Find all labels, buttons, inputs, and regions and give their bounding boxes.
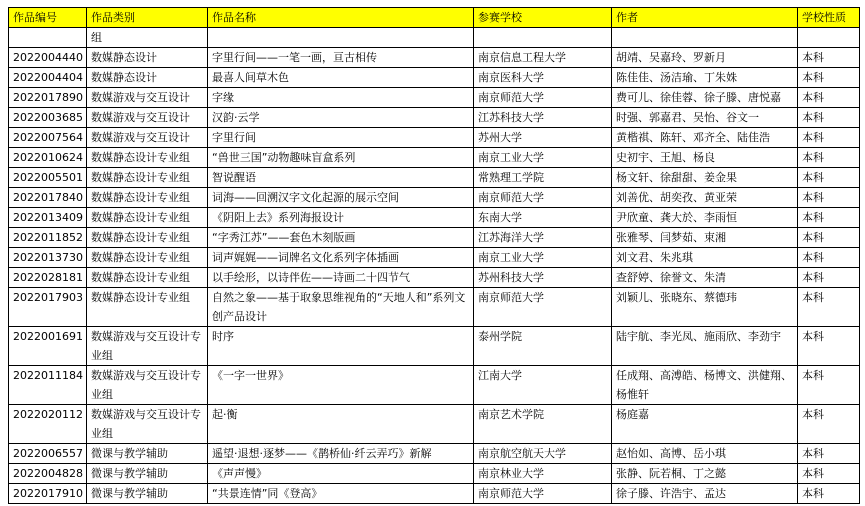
cell-authors: 黄楷祺、陈轩、邓齐全、陆佳浩 (612, 128, 798, 148)
table-row (9, 68, 860, 88)
cell-authors (612, 28, 798, 48)
cell-title: 词声娓娓——词牌名文化系列字体插画 (208, 248, 474, 268)
cell-authors: 胡靖、吴嘉玲、罗新月 (612, 48, 798, 68)
cell-id: 2022001691 (9, 327, 87, 366)
cell-category: 数媒游戏与交互设计专业组 (87, 405, 208, 444)
cell-id: 2022006557 (9, 444, 87, 464)
cell-id: 2022017903 (9, 288, 87, 327)
cell-category: 数媒游戏与交互设计 (87, 88, 208, 108)
cell-id: 2022004404 (9, 68, 87, 88)
cell-title: “字秀江苏”——套色木刻版画 (208, 228, 474, 248)
cell-type: 本科 (798, 268, 860, 288)
cell-type: 本科 (798, 484, 860, 504)
cell-id: 2022007564 (9, 128, 87, 148)
cell-type: 本科 (798, 108, 860, 128)
cell-authors: 任成翔、高溥皓、杨博文、洪健翔、杨惟轩 (612, 366, 798, 405)
cell-school: 常熟理工学院 (474, 168, 612, 188)
cell-type: 本科 (798, 464, 860, 484)
cell-school: 南京林业大学 (474, 464, 612, 484)
cell-authors: 刘善优、胡奕孜、黄亚荣 (612, 188, 798, 208)
cell-title: 智说醒语 (208, 168, 474, 188)
table-row (9, 405, 860, 444)
cell-school: 江苏海洋大学 (474, 228, 612, 248)
cell-id: 2022013730 (9, 248, 87, 268)
table-row (9, 208, 860, 228)
table-row (9, 366, 860, 405)
cell-id: 2022017840 (9, 188, 87, 208)
header-category: 作品类别 (87, 8, 208, 28)
cell-category: 微课与教学辅助 (87, 464, 208, 484)
cell-title: 字里行间——一笔一画，亘古相传 (208, 48, 474, 68)
cell-school: 东南大学 (474, 208, 612, 228)
cell-category: 数媒静态设计专业组 (87, 188, 208, 208)
cell-authors: 时强、郭嘉君、吴怡、谷文一 (612, 108, 798, 128)
cell-category: 数媒游戏与交互设计 (87, 128, 208, 148)
cell-category: 数媒静态设计 (87, 48, 208, 68)
cell-authors: 史初宇、王旭、杨良 (612, 148, 798, 168)
cell-school: 江南大学 (474, 366, 612, 405)
cell-type: 本科 (798, 88, 860, 108)
cell-school: 南京师范大学 (474, 88, 612, 108)
cell-title: 字缘 (208, 88, 474, 108)
cell-type: 本科 (798, 288, 860, 327)
cell-id: 2022005501 (9, 168, 87, 188)
cell-type: 本科 (798, 68, 860, 88)
table-row (9, 464, 860, 484)
table-row (9, 128, 860, 148)
cell-id: 2022011184 (9, 366, 87, 405)
cell-title (208, 28, 474, 48)
cell-school: 南京师范大学 (474, 188, 612, 208)
table-row (9, 228, 860, 248)
cell-school: 南京航空航天大学 (474, 444, 612, 464)
cell-type: 本科 (798, 444, 860, 464)
cell-school: 南京工业大学 (474, 248, 612, 268)
header-row (9, 8, 860, 28)
table-row (9, 48, 860, 68)
cell-category: 数媒静态设计专业组 (87, 208, 208, 228)
cell-title: 遥望·退想·逐梦——《鹊桥仙·纤云弄巧》新解 (208, 444, 474, 464)
cell-id: 2022004828 (9, 464, 87, 484)
cell-authors: 刘颖儿、张晓东、蔡德玮 (612, 288, 798, 327)
cell-type (798, 28, 860, 48)
cell-id: 2022011852 (9, 228, 87, 248)
cell-title: 最喜人间草木色 (208, 68, 474, 88)
table-row (9, 484, 860, 504)
cell-category: 数媒静态设计 (87, 68, 208, 88)
cell-type: 本科 (798, 248, 860, 268)
cell-type: 本科 (798, 366, 860, 405)
cell-authors: 张静、阮若桐、丁之懿 (612, 464, 798, 484)
table-row (9, 28, 860, 48)
cell-type: 本科 (798, 168, 860, 188)
cell-id: 2022003685 (9, 108, 87, 128)
cell-school: 南京工业大学 (474, 148, 612, 168)
cell-title: “共景连情”同《登高》 (208, 484, 474, 504)
table-row (9, 168, 860, 188)
cell-type: 本科 (798, 208, 860, 228)
cell-school: 江苏科技大学 (474, 108, 612, 128)
header-id: 作品编号 (9, 8, 87, 28)
cell-authors: 赵怡如、高博、岳小琪 (612, 444, 798, 464)
cell-category: 数媒游戏与交互设计 (87, 108, 208, 128)
table-row (9, 188, 860, 208)
cell-title: 词海——回溯汉字文化起源的展示空间 (208, 188, 474, 208)
cell-authors: 尹欣童、龚大於、李雨恒 (612, 208, 798, 228)
cell-school: 南京师范大学 (474, 484, 612, 504)
header-school: 参赛学校 (474, 8, 612, 28)
table-row (9, 327, 860, 366)
cell-school: 泰州学院 (474, 327, 612, 366)
cell-id: 2022020112 (9, 405, 87, 444)
cell-school: 南京医科大学 (474, 68, 612, 88)
cell-id: 2022017890 (9, 88, 87, 108)
cell-title: 《一字一世界》 (208, 366, 474, 405)
cell-title: 汉韵·云学 (208, 108, 474, 128)
cell-type: 本科 (798, 228, 860, 248)
cell-category: 数媒游戏与交互设计专业组 (87, 327, 208, 366)
table-row (9, 88, 860, 108)
cell-id: 2022013409 (9, 208, 87, 228)
header-authors: 作者 (612, 8, 798, 28)
cell-school: 南京师范大学 (474, 288, 612, 327)
cell-category: 微课与教学辅助 (87, 444, 208, 464)
cell-title: 《声声慢》 (208, 464, 474, 484)
cell-authors: 徐子滕、许浩宇、孟达 (612, 484, 798, 504)
cell-authors: 杨文轩、徐甜甜、姜金果 (612, 168, 798, 188)
cell-school: 苏州科技大学 (474, 268, 612, 288)
cell-title: 《阴阳上去》系列海报设计 (208, 208, 474, 228)
cell-authors: 陆宇航、李光凤、施雨欣、李劲宇 (612, 327, 798, 366)
cell-category: 数媒游戏与交互设计专业组 (87, 366, 208, 405)
cell-school (474, 28, 612, 48)
cell-id: 2022004440 (9, 48, 87, 68)
cell-authors: 杨庭嘉 (612, 405, 798, 444)
cell-id (9, 28, 87, 48)
cell-type: 本科 (798, 327, 860, 366)
cell-title: 字里行间 (208, 128, 474, 148)
cell-school: 南京信息工程大学 (474, 48, 612, 68)
cell-title: 起·衡 (208, 405, 474, 444)
table-row (9, 444, 860, 464)
entries-table (8, 7, 860, 504)
cell-authors: 费可儿、徐佳蓉、徐子滕、唐悦嘉 (612, 88, 798, 108)
cell-type: 本科 (798, 188, 860, 208)
cell-category: 数媒静态设计专业组 (87, 248, 208, 268)
cell-type: 本科 (798, 128, 860, 148)
table-row (9, 108, 860, 128)
cell-category: 微课与教学辅助 (87, 484, 208, 504)
cell-school: 苏州大学 (474, 128, 612, 148)
header-type: 学校性质 (798, 8, 860, 28)
table-row (9, 288, 860, 327)
cell-id: 2022017910 (9, 484, 87, 504)
cell-authors: 张雅琴、闫梦茹、束湘 (612, 228, 798, 248)
cell-category: 数媒静态设计专业组 (87, 268, 208, 288)
cell-title: 以手绘形，以诗伴佐——诗画二十四节气 (208, 268, 474, 288)
table-row (9, 148, 860, 168)
cell-category: 数媒静态设计专业组 (87, 148, 208, 168)
cell-title: 时序 (208, 327, 474, 366)
cell-title: “兽世三国”动物趣味盲盒系列 (208, 148, 474, 168)
table-row (9, 268, 860, 288)
cell-authors: 查舒婷、徐誉文、朱清 (612, 268, 798, 288)
cell-type: 本科 (798, 405, 860, 444)
header-title: 作品名称 (208, 8, 474, 28)
cell-authors: 陈佳佳、汤洁瑜、丁朱姝 (612, 68, 798, 88)
cell-category: 数媒静态设计专业组 (87, 168, 208, 188)
cell-category: 组 (87, 28, 208, 48)
cell-category: 数媒静态设计专业组 (87, 228, 208, 248)
cell-school: 南京艺术学院 (474, 405, 612, 444)
cell-id: 2022028181 (9, 268, 87, 288)
cell-id: 2022010624 (9, 148, 87, 168)
cell-type: 本科 (798, 48, 860, 68)
cell-title: 自然之象——基于取象思维视角的“天地人和”系列文创产品设计 (208, 288, 474, 327)
cell-category: 数媒静态设计专业组 (87, 288, 208, 327)
table-row (9, 248, 860, 268)
cell-type: 本科 (798, 148, 860, 168)
cell-authors: 刘文君、朱兆琪 (612, 248, 798, 268)
